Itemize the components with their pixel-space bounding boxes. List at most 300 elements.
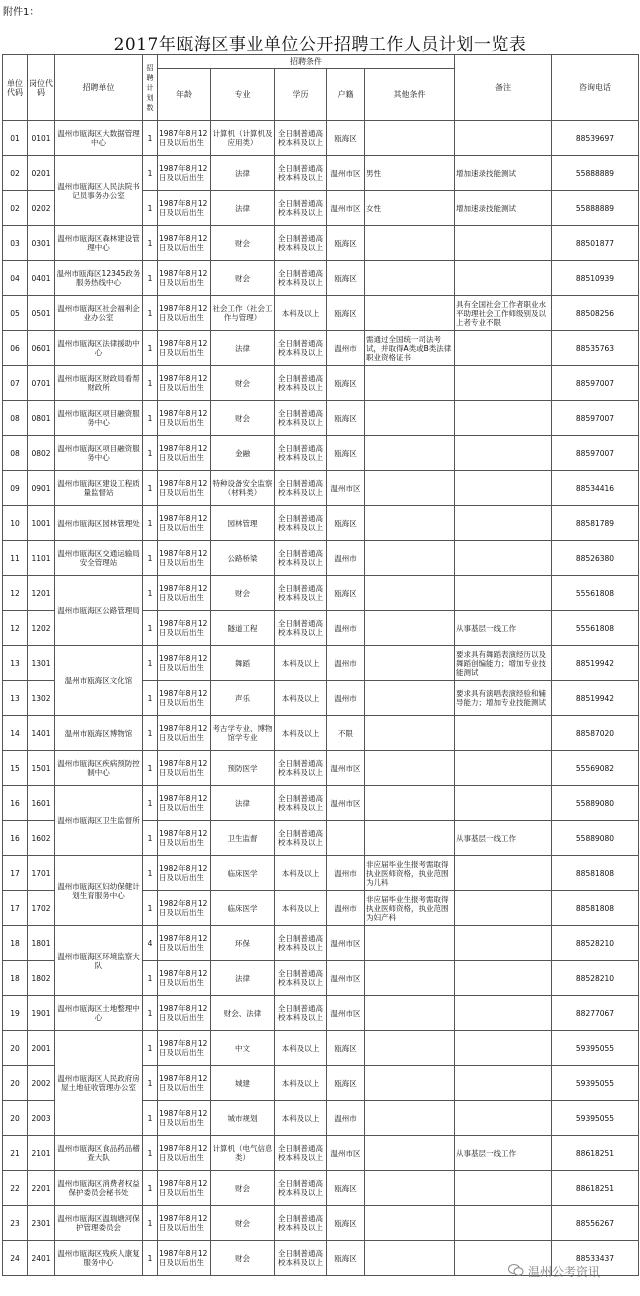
cell-other — [365, 611, 455, 646]
header-remark: 备注 — [455, 55, 552, 121]
header-post-code: 岗位代码 — [28, 55, 55, 121]
cell-remark — [455, 401, 552, 436]
cell-count: 1 — [143, 156, 158, 191]
cell-post-code: 1202 — [28, 611, 55, 646]
cell-education: 全日制普通高校本科及以上 — [275, 1206, 327, 1241]
cell-post-code: 2003 — [28, 1101, 55, 1136]
cell-hukou: 温州市 — [327, 541, 365, 576]
cell-other — [365, 296, 455, 331]
cell-major: 舞蹈 — [211, 646, 275, 681]
cell-hukou: 温州市区 — [327, 1136, 365, 1171]
cell-unit-code: 02 — [3, 191, 28, 226]
cell-other — [365, 576, 455, 611]
cell-major: 预防医学 — [211, 751, 275, 786]
cell-remark: 要求具有舞蹈表演经历以及舞蹈创编能力；增加专业技能测试 — [455, 646, 552, 681]
cell-unit: 温州市瓯海区法律援助中心 — [55, 331, 143, 366]
cell-post-code: 1601 — [28, 786, 55, 821]
cell-major: 财会 — [211, 226, 275, 261]
cell-other — [365, 471, 455, 506]
cell-age: 1987年8月12日及以后出生 — [158, 1136, 211, 1171]
cell-phone: 59395055 — [552, 1031, 639, 1066]
cell-post-code: 0201 — [28, 156, 55, 191]
cell-phone: 55888889 — [552, 191, 639, 226]
cell-education: 全日制普通高校本科及以上 — [275, 261, 327, 296]
cell-age: 1987年8月12日及以后出生 — [158, 611, 211, 646]
cell-unit: 温州市瓯海区土地整理中心 — [55, 996, 143, 1031]
cell-post-code: 2201 — [28, 1171, 55, 1206]
cell-post-code: 1901 — [28, 996, 55, 1031]
cell-post-code: 0801 — [28, 401, 55, 436]
cell-education: 全日制普通高校本科及以上 — [275, 821, 327, 856]
cell-major: 城建 — [211, 1066, 275, 1101]
cell-hukou: 温州市区 — [327, 786, 365, 821]
cell-major: 法律 — [211, 191, 275, 226]
cell-other — [365, 996, 455, 1031]
cell-post-code: 0701 — [28, 366, 55, 401]
table-row — [3, 1171, 639, 1206]
cell-major: 法律 — [211, 961, 275, 996]
cell-unit-code: 03 — [3, 226, 28, 261]
cell-hukou — [327, 821, 365, 856]
cell-post-code: 1602 — [28, 821, 55, 856]
cell-count: 1 — [143, 1206, 158, 1241]
cell-age: 1987年8月12日及以后出生 — [158, 1101, 211, 1136]
cell-age: 1987年8月12日及以后出生 — [158, 1206, 211, 1241]
cell-education: 本科及以上 — [275, 891, 327, 926]
cell-post-code: 1401 — [28, 716, 55, 751]
cell-education: 全日制普通高校本科及以上 — [275, 436, 327, 471]
cell-post-code: 1301 — [28, 646, 55, 681]
cell-remark — [455, 121, 552, 156]
cell-other — [365, 436, 455, 471]
cell-age: 1987年8月12日及以后出生 — [158, 506, 211, 541]
cell-phone: 88597007 — [552, 401, 639, 436]
cell-post-code: 2301 — [28, 1206, 55, 1241]
cell-phone: 88618251 — [552, 1171, 639, 1206]
cell-major: 法律 — [211, 156, 275, 191]
cell-phone: 88581789 — [552, 506, 639, 541]
cell-count: 1 — [143, 751, 158, 786]
cell-remark — [455, 331, 552, 366]
cell-hukou: 温州市区 — [327, 961, 365, 996]
wechat-icon — [508, 1263, 524, 1277]
table-row — [3, 401, 639, 436]
cell-post-code: 0202 — [28, 191, 55, 226]
cell-age: 1987年8月12日及以后出生 — [158, 786, 211, 821]
cell-age: 1987年8月12日及以后出生 — [158, 436, 211, 471]
cell-unit: 温州市瓯海区消费者权益保护委员会秘书处 — [55, 1171, 143, 1206]
cell-phone: 88535763 — [552, 331, 639, 366]
cell-hukou: 温州市 — [327, 646, 365, 681]
cell-count: 1 — [143, 331, 158, 366]
cell-age: 1987年8月12日及以后出生 — [158, 226, 211, 261]
cell-post-code: 0101 — [28, 121, 55, 156]
cell-unit-code: 11 — [3, 541, 28, 576]
table-row — [3, 541, 639, 576]
cell-unit-code: 15 — [3, 751, 28, 786]
cell-age: 1987年8月12日及以后出生 — [158, 821, 211, 856]
cell-education: 全日制普通高校本科及以上 — [275, 226, 327, 261]
cell-major: 财会 — [211, 1206, 275, 1241]
cell-major: 财会、法律 — [211, 996, 275, 1031]
table-row — [3, 366, 639, 401]
cell-major: 计算机（电气信息类） — [211, 1136, 275, 1171]
cell-count: 1 — [143, 121, 158, 156]
cell-count: 1 — [143, 1031, 158, 1066]
cell-phone: 88533437 — [552, 1241, 639, 1276]
cell-major: 社会工作（社会工作与管理） — [211, 296, 275, 331]
cell-unit-code: 20 — [3, 1101, 28, 1136]
cell-phone: 88528210 — [552, 961, 639, 996]
cell-major: 环保 — [211, 926, 275, 961]
cell-unit-code: 02 — [3, 156, 28, 191]
cell-hukou: 瓯海区 — [327, 1171, 365, 1206]
cell-post-code: 0901 — [28, 471, 55, 506]
cell-other — [365, 261, 455, 296]
cell-education: 本科及以上 — [275, 646, 327, 681]
cell-education: 全日制普通高校本科及以上 — [275, 1241, 327, 1276]
cell-major: 法律 — [211, 331, 275, 366]
table-row — [3, 751, 639, 786]
table-row — [3, 1136, 639, 1171]
cell-phone: 55889080 — [552, 786, 639, 821]
cell-education: 全日制普通高校本科及以上 — [275, 331, 327, 366]
table-row — [3, 471, 639, 506]
cell-unit: 温州市瓯海区12345政务服务热线中心 — [55, 261, 143, 296]
cell-remark: 要求具有演唱表演经验和辅导能力；增加专业技能测试 — [455, 681, 552, 716]
cell-remark: 具有全国社会工作者职业水平助理社会工作师级别及以上者专业不限 — [455, 296, 552, 331]
cell-phone: 88519942 — [552, 681, 639, 716]
cell-remark: 从事基层一线工作 — [455, 611, 552, 646]
cell-phone: 59395055 — [552, 1101, 639, 1136]
cell-phone: 55889080 — [552, 821, 639, 856]
cell-education: 全日制普通高校本科及以上 — [275, 1171, 327, 1206]
cell-other — [365, 1066, 455, 1101]
cell-hukou: 瓯海区 — [327, 436, 365, 471]
cell-age: 1987年8月12日及以后出生 — [158, 996, 211, 1031]
cell-hukou: 瓯海区 — [327, 506, 365, 541]
cell-unit-code: 10 — [3, 506, 28, 541]
cell-other — [365, 1171, 455, 1206]
cell-major: 财会 — [211, 261, 275, 296]
cell-major: 财会 — [211, 1241, 275, 1276]
cell-hukou: 瓯海区 — [327, 226, 365, 261]
cell-unit-code: 19 — [3, 996, 28, 1031]
cell-hukou: 温州市区 — [327, 156, 365, 191]
header-count: 招聘计划数 — [143, 55, 158, 121]
cell-unit-code: 17 — [3, 891, 28, 926]
cell-phone: 59395055 — [552, 1066, 639, 1101]
cell-education: 全日制普通高校本科及以上 — [275, 786, 327, 821]
cell-unit-code: 04 — [3, 261, 28, 296]
cell-post-code: 1001 — [28, 506, 55, 541]
cell-post-code: 2002 — [28, 1066, 55, 1101]
cell-other — [365, 1241, 455, 1276]
header-age: 年龄 — [158, 69, 211, 121]
cell-count: 1 — [143, 576, 158, 611]
cell-phone: 88581808 — [552, 891, 639, 926]
cell-post-code: 1101 — [28, 541, 55, 576]
cell-unit-code: 01 — [3, 121, 28, 156]
cell-count: 1 — [143, 401, 158, 436]
table-row — [3, 121, 639, 156]
cell-hukou: 不限 — [327, 716, 365, 751]
table-row — [3, 996, 639, 1031]
cell-other — [365, 541, 455, 576]
cell-major: 财会 — [211, 576, 275, 611]
cell-hukou: 温州市区 — [327, 471, 365, 506]
cell-hukou: 瓯海区 — [327, 121, 365, 156]
cell-unit: 温州市瓯海区残疾人康复服务中心 — [55, 1241, 143, 1276]
cell-unit-code: 13 — [3, 681, 28, 716]
cell-post-code: 1501 — [28, 751, 55, 786]
table-row — [3, 261, 639, 296]
header-unit: 招聘单位 — [55, 55, 143, 121]
cell-phone: 88597007 — [552, 366, 639, 401]
cell-count: 1 — [143, 191, 158, 226]
cell-education: 全日制普通高校本科及以上 — [275, 471, 327, 506]
cell-hukou: 温州市 — [327, 331, 365, 366]
cell-other: 非应届毕业生报考需取得执业医师资格，执业范围为儿科 — [365, 856, 455, 891]
cell-hukou: 瓯海区 — [327, 261, 365, 296]
cell-phone: 88501877 — [552, 226, 639, 261]
cell-phone: 88539697 — [552, 121, 639, 156]
cell-education: 全日制普通高校本科及以上 — [275, 121, 327, 156]
cell-count: 1 — [143, 1101, 158, 1136]
cell-phone: 55561808 — [552, 576, 639, 611]
cell-unit: 温州市瓯海区食品药品稽查大队 — [55, 1136, 143, 1171]
cell-major: 声乐 — [211, 681, 275, 716]
cell-age: 1987年8月12日及以后出生 — [158, 121, 211, 156]
cell-age: 1987年8月12日及以后出生 — [158, 926, 211, 961]
cell-post-code: 1302 — [28, 681, 55, 716]
cell-count: 1 — [143, 1171, 158, 1206]
cell-unit-code: 16 — [3, 786, 28, 821]
cell-major: 金融 — [211, 436, 275, 471]
cell-count: 1 — [143, 436, 158, 471]
cell-remark: 从事基层一线工作 — [455, 821, 552, 856]
cell-phone: 88618251 — [552, 1136, 639, 1171]
cell-major: 临床医学 — [211, 891, 275, 926]
cell-count: 1 — [143, 646, 158, 681]
cell-age: 1987年8月12日及以后出生 — [158, 191, 211, 226]
table-row — [3, 856, 639, 891]
cell-remark: 增加速录技能测试 — [455, 156, 552, 191]
cell-count: 1 — [143, 856, 158, 891]
cell-unit-code: 20 — [3, 1031, 28, 1066]
cell-unit-code: 08 — [3, 436, 28, 471]
cell-other — [365, 716, 455, 751]
cell-hukou: 瓯海区 — [327, 366, 365, 401]
cell-education: 本科及以上 — [275, 856, 327, 891]
cell-unit: 温州市瓯海区财政局看帮财政所 — [55, 366, 143, 401]
cell-age: 1987年8月12日及以后出生 — [158, 296, 211, 331]
cell-unit-code: 21 — [3, 1136, 28, 1171]
cell-count: 1 — [143, 681, 158, 716]
table-row — [3, 226, 639, 261]
cell-hukou: 瓯海区 — [327, 1241, 365, 1276]
watermark: 温州公考资讯 — [528, 1265, 601, 1279]
cell-education: 全日制普通高校本科及以上 — [275, 1136, 327, 1171]
cell-hukou: 瓯海区 — [327, 401, 365, 436]
cell-unit: 温州市瓯海区文化馆 — [55, 646, 143, 716]
cell-age: 1987年8月12日及以后出生 — [158, 1066, 211, 1101]
cell-unit-code: 06 — [3, 331, 28, 366]
cell-count: 1 — [143, 996, 158, 1031]
cell-remark — [455, 856, 552, 891]
header-phone: 咨询电话 — [552, 55, 639, 121]
cell-unit-code: 07 — [3, 366, 28, 401]
cell-other — [365, 1206, 455, 1241]
cell-hukou: 温州市 — [327, 611, 365, 646]
header-education: 学历 — [275, 69, 327, 121]
cell-unit: 温州市瓯海区温瑞塘河保护管理委员会 — [55, 1206, 143, 1241]
cell-unit: 温州市瓯海区大数据管理中心 — [55, 121, 143, 156]
table-row — [3, 296, 639, 331]
cell-unit-code: 16 — [3, 821, 28, 856]
cell-unit: 温州市瓯海区妇幼保健计划生育服务中心 — [55, 856, 143, 926]
cell-remark — [455, 961, 552, 996]
table-row — [3, 716, 639, 751]
cell-major: 园林管理 — [211, 506, 275, 541]
cell-post-code: 0501 — [28, 296, 55, 331]
cell-other — [365, 366, 455, 401]
cell-hukou: 瓯海区 — [327, 1066, 365, 1101]
cell-post-code: 1802 — [28, 961, 55, 996]
cell-count: 1 — [143, 1066, 158, 1101]
cell-phone: 88556267 — [552, 1206, 639, 1241]
cell-remark — [455, 1031, 552, 1066]
cell-education: 全日制普通高校本科及以上 — [275, 576, 327, 611]
cell-major: 临床医学 — [211, 856, 275, 891]
cell-age: 1987年8月12日及以后出生 — [158, 156, 211, 191]
cell-count: 1 — [143, 471, 158, 506]
header-hukou: 户籍 — [327, 69, 365, 121]
cell-phone: 88587020 — [552, 716, 639, 751]
cell-major: 财会 — [211, 1171, 275, 1206]
cell-remark — [455, 576, 552, 611]
cell-other — [365, 121, 455, 156]
cell-other: 男性 — [365, 156, 455, 191]
cell-other — [365, 681, 455, 716]
table-row — [3, 1206, 639, 1241]
cell-major: 隧道工程 — [211, 611, 275, 646]
cell-age: 1987年8月12日及以后出生 — [158, 366, 211, 401]
cell-age: 1987年8月12日及以后出生 — [158, 471, 211, 506]
cell-unit: 温州市瓯海区社会福利企业办公室 — [55, 296, 143, 331]
cell-post-code: 2101 — [28, 1136, 55, 1171]
cell-education: 全日制普通高校本科及以上 — [275, 156, 327, 191]
table-row — [3, 786, 639, 821]
cell-unit: 温州市瓯海区园林管理处 — [55, 506, 143, 541]
cell-unit-code: 17 — [3, 856, 28, 891]
cell-education: 全日制普通高校本科及以上 — [275, 541, 327, 576]
cell-phone: 88508256 — [552, 296, 639, 331]
cell-age: 1982年8月12日及以后出生 — [158, 891, 211, 926]
cell-education: 本科及以上 — [275, 296, 327, 331]
cell-other — [365, 786, 455, 821]
cell-unit: 温州市瓯海区人民法院书记员事务办公室 — [55, 156, 143, 226]
cell-post-code: 0601 — [28, 331, 55, 366]
cell-post-code: 0802 — [28, 436, 55, 471]
cell-unit-code: 09 — [3, 471, 28, 506]
cell-major: 特种设备安全监察（材料类） — [211, 471, 275, 506]
cell-education: 本科及以上 — [275, 1031, 327, 1066]
cell-unit-code: 23 — [3, 1206, 28, 1241]
cell-education: 全日制普通高校本科及以上 — [275, 751, 327, 786]
cell-remark — [455, 541, 552, 576]
cell-post-code: 2401 — [28, 1241, 55, 1276]
cell-count: 1 — [143, 891, 158, 926]
cell-remark: 增加速录技能测试 — [455, 191, 552, 226]
cell-major: 财会 — [211, 401, 275, 436]
cell-unit: 温州市瓯海区交通运输局安全管理站 — [55, 541, 143, 576]
cell-hukou: 温州市区 — [327, 191, 365, 226]
cell-unit-code: 12 — [3, 576, 28, 611]
cell-post-code: 2001 — [28, 1031, 55, 1066]
table-row — [3, 1031, 639, 1066]
cell-count: 1 — [143, 296, 158, 331]
cell-count: 4 — [143, 926, 158, 961]
cell-other — [365, 401, 455, 436]
cell-age: 1987年8月12日及以后出生 — [158, 331, 211, 366]
cell-post-code: 1201 — [28, 576, 55, 611]
cell-major: 城市规划 — [211, 1101, 275, 1136]
cell-remark — [455, 226, 552, 261]
cell-age: 1987年8月12日及以后出生 — [158, 1031, 211, 1066]
cell-phone: 88519942 — [552, 646, 639, 681]
cell-education: 全日制普通高校本科及以上 — [275, 401, 327, 436]
cell-age: 1987年8月12日及以后出生 — [158, 261, 211, 296]
cell-phone: 88534416 — [552, 471, 639, 506]
cell-education: 全日制普通高校本科及以上 — [275, 996, 327, 1031]
cell-major: 财会 — [211, 366, 275, 401]
cell-phone: 88581808 — [552, 856, 639, 891]
cell-remark — [455, 506, 552, 541]
cell-education: 全日制普通高校本科及以上 — [275, 611, 327, 646]
cell-hukou: 温州市 — [327, 856, 365, 891]
cell-major: 法律 — [211, 786, 275, 821]
table-row — [3, 926, 639, 961]
cell-post-code: 0401 — [28, 261, 55, 296]
cell-hukou: 瓯海区 — [327, 1206, 365, 1241]
cell-other — [365, 926, 455, 961]
cell-unit-code: 05 — [3, 296, 28, 331]
cell-unit-code: 20 — [3, 1066, 28, 1101]
cell-other — [365, 821, 455, 856]
cell-age: 1982年8月12日及以后出生 — [158, 856, 211, 891]
cell-remark — [455, 751, 552, 786]
cell-unit: 温州市瓯海区博物馆 — [55, 716, 143, 751]
cell-unit: 温州市瓯海区公路管理局 — [55, 576, 143, 646]
cell-remark — [455, 1101, 552, 1136]
cell-age: 1987年8月12日及以后出生 — [158, 401, 211, 436]
cell-hukou: 温州市 — [327, 1101, 365, 1136]
cell-phone: 88597007 — [552, 436, 639, 471]
page-title: 2017年瓯海区事业单位公开招聘工作人员计划一览表 — [113, 35, 527, 55]
cell-other — [365, 506, 455, 541]
table-row — [3, 331, 639, 366]
table-row — [3, 156, 639, 191]
cell-major: 卫生监督 — [211, 821, 275, 856]
cell-remark — [455, 1171, 552, 1206]
cell-education: 全日制普通高校本科及以上 — [275, 506, 327, 541]
cell-phone: 88277067 — [552, 996, 639, 1031]
cell-unit: 温州市瓯海区建设工程质量监督站 — [55, 471, 143, 506]
cell-remark — [455, 716, 552, 751]
cell-major: 考古学专业、博物馆学专业 — [211, 716, 275, 751]
cell-count: 1 — [143, 611, 158, 646]
